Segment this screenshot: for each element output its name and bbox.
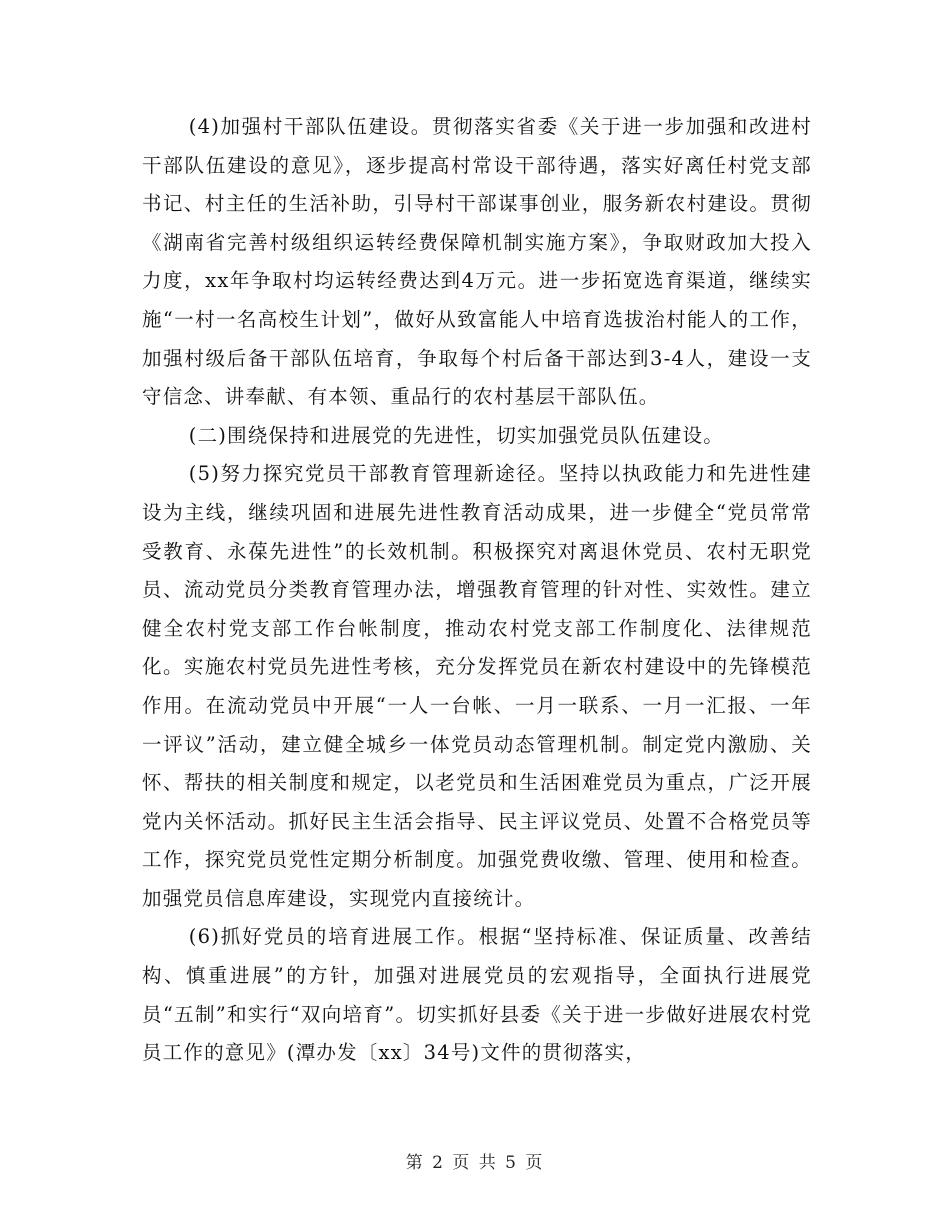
paragraph-6-member-development: (6)抓好党员的培育进展工作。根据“坚持标准、保证质量、改善结构、慎重进展”的方针，加强对进展党员的宏观指导，全面执行进展党员“五制”和实行“双向培育”。切实抓好县委《关于进一步做好进展农村党员工作的意见》(潭办发〔xx〕34号)文件的贯彻落实， xyxy=(142,925,812,1065)
paragraph-4-village-cadres: (4)加强村干部队伍建设。贯彻落实省委《关于进一步加强和改进村干部队伍建设的意见》，逐步提高村常设干部待遇，落实好离任村党支部书记、村主任的生活补助，引导村干部谋事创业，服务新农村建设。贯彻《湖南省完善村级组织运转经费保障机制实施方案》，争取财政加大投入力度，xx年争取村均运转经费达到4万元。进一步拓宽选育渠道，继续实施“一村一名高校生计划”，做好从致富能人中培育选拔治村能人的工作，加强村级后备干部队伍培育，争取每个村后备干部达到3-4人，建设一支守信念、讲奉献、有本领、重品行的农村基层干部队伍。 xyxy=(142,115,812,409)
section-heading-2: (二)围绕保持和进展党的先进性，切实加强党员队伍建设。 xyxy=(188,423,724,447)
page-footer: 第 2 页 共 5 页 xyxy=(405,1153,545,1173)
paragraph-5-education-management: (5)努力探究党员干部教育管理新途径。坚持以执政能力和先进性建设为主线，继续巩固和进展先进性教育活动成果，进一步健全“党员常常受教育、永葆先进性”的长效机制。积极探究对离退休党员、农村无职党员、流动党员分类教育管理办法，增强教育管理的针对性、实效性。建立健全农村党支部工作台帐制度，推动农村党支部工作制度化、法律规范化。实施农村党员先进性考核，充分发挥党员在新农村建设中的先锋模范作用。在流动党员中开展“一人一台帐、一月一联系、一月一汇报、一年一评议”活动，建立健全城乡一体党员动态管理机制。制定党内激励、关怀、帮扶的相关制度和规定，以老党员和生活困难党员为重点，广泛开展党内关怀活动。抓好民主生活会指导、民主评议党员、处置不合格党员等工作，探究党员党性定期分析制度。加强党费收缴、管理、使用和检查。加强党员信息库建设，实现党内直接统计。 xyxy=(142,462,812,910)
document-body xyxy=(142,108,812,1073)
